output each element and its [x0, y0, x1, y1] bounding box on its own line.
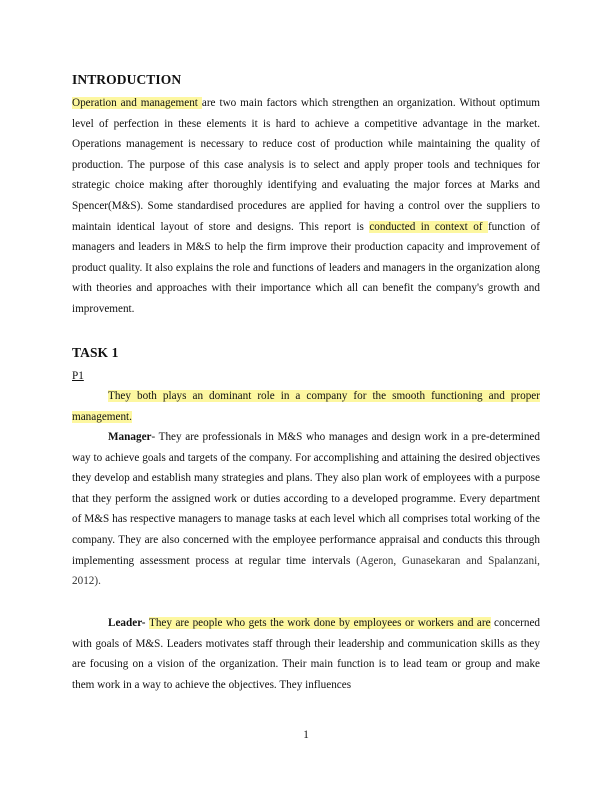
manager-citation: (Ageron, Gunasekaran and Spalanzani, 2012).	[72, 554, 540, 588]
introduction-heading: INTRODUCTION	[72, 72, 182, 87]
highlight-conducted-context: conducted in context of	[369, 220, 488, 233]
task1-heading: TASK 1	[72, 345, 119, 360]
roles-paragraph	[72, 386, 540, 427]
introduction-paragraph	[72, 93, 540, 320]
page-number: 1	[303, 729, 309, 741]
highlight-roles: They both plays an dominant role in a company for the smooth functioning and proper management.	[72, 390, 540, 423]
manager-label: Manager	[108, 431, 152, 443]
intro-text-1: are two main factors which strengthen an organization. Without optimum level of perfection in these elements it is hard to achieve a competitive advantage in the market. Operations management is necessary to reduce cost of production while maintaining the quality of production. The purpose of this case analysis is to select and apply proper tools and techniques for strategic choice making after thoroughly identifying and evaluating the major forces at Marks and Spencer(M&S). Some standardised procedures are applied for having a control over the suppliers to maintain identical layout of store and designs. This report is	[72, 97, 540, 233]
leader-dash: -	[141, 617, 149, 629]
leader-label: Leader	[108, 617, 142, 629]
manager-text: - They are professionals in M&S who manages and design work in a pre-determined way to achieve goals and targets of the company. For accomplishing and attaining the desired objectives they develop and establish many strategies and plans. They also plan work of employees with a purpose that they perform the assigned work or duties according to a developed programme. Every department of M&S has respective managers to manage tasks at each level which all comprises total working of the company. They are also concerned with the employee performance appraisal and conducts this through implementing assessment process at regular time intervals	[72, 431, 540, 567]
leader-paragraph	[72, 613, 540, 695]
highlight-operation-management: Operation and management	[72, 97, 202, 109]
highlight-leader: They are people who gets the work done by employees or workers and are	[148, 617, 491, 629]
intro-text-2: function of managers and leaders in M&S to help the firm improve their production capacity and improvement of product quality. It also explains the role and functions of leaders and managers in the organization along with theories and approaches with their importance which all can benefit the company's growth and improvement.	[72, 220, 540, 315]
manager-paragraph	[72, 427, 540, 592]
p1-label: P1	[72, 370, 84, 382]
leader-text: concerned with goals of M&S. Leaders motivates staff through their leadership and communication skills as they are focusing on a vision of the organization. Their main function is to lead team or group and make them work in a way to achieve the objectives. They influences	[72, 617, 541, 691]
